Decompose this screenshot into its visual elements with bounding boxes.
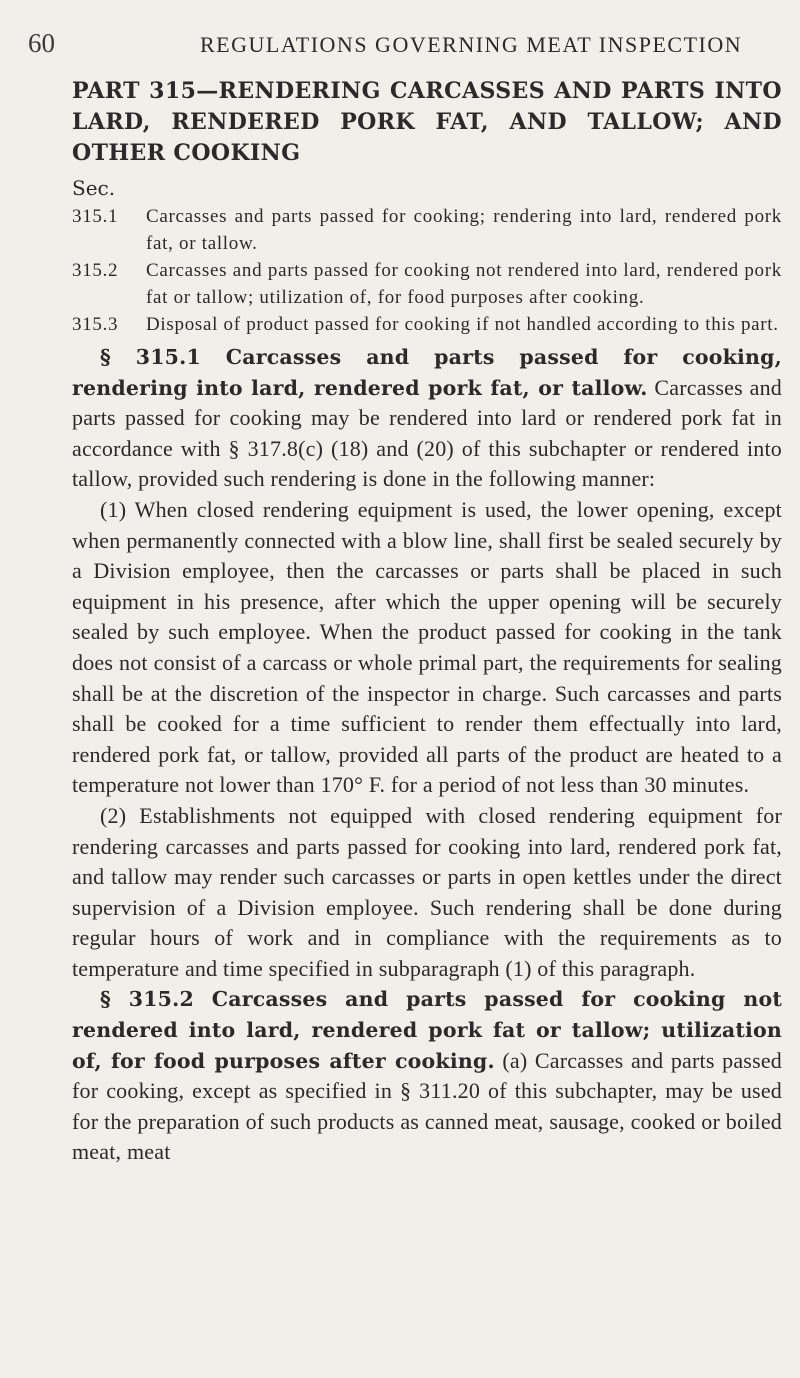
section-number: 315.2 — [72, 260, 119, 281]
section-list-item — [72, 311, 782, 338]
subparagraph-2: (2) Establishments not equipped with closed rendering equipment for rendering carcasses and parts passed for cooking into lard, rendered pork fat, and tallow may render such carcasses or parts in open kettles under the direct supervision of a Division employee. Such rendering shall be done during regular hours of work and in compliance with the requirements as to temperature and time specified in subparagraph (1) of this paragraph. — [72, 802, 782, 981]
section-list-item — [72, 203, 782, 257]
section-315-2-paragraph — [72, 984, 782, 1168]
section-heading: § 315.2 Carcasses and parts passed for cooking not rendered into lard, rendered pork fat or tallow; utilization of, for food purposes after cooking. — [72, 987, 782, 1073]
section-number: 315.1 — [72, 206, 119, 227]
running-head — [28, 24, 772, 58]
section-list-label: Sec. — [72, 176, 116, 200]
section-body-text: Carcasses and parts passed for cooking may be rendered into lard or rendered pork fat in accordance with § 317.8(c) (18) and (20) of this subchapter or rendered into tallow, provided such rendering is done in the following manner: — [72, 374, 783, 492]
section-number: 315.3 — [72, 314, 119, 335]
part-heading: PART 315—RENDERING CARCASSES AND PARTS INTO LARD, RENDERED PORK FAT, AND TALLOW; AND OTHER COOKING — [72, 78, 782, 166]
section-list — [72, 203, 782, 338]
running-head-title: REGULATIONS GOVERNING MEAT INSPECTION — [200, 32, 743, 57]
section-title: Carcasses and parts passed for cooking not rendered into lard, rendered pork fat or tallow; utilization of, for food purposes after cooking. — [146, 260, 782, 308]
page-number: 60 — [28, 28, 55, 58]
section-title: Carcasses and parts passed for cooking; rendering into lard, rendered pork fat, or tallow. — [146, 206, 782, 254]
section-title: Disposal of product passed for cooking if not handled according to this part. — [146, 314, 779, 335]
section-body-text: (a) Carcasses and parts passed for cooking, except as specified in § 311.20 of this subchapter, may be used for the preparation of such products as canned meat, sausage, cooked or boiled meat, meat — [72, 1047, 782, 1165]
subparagraph-1: (1) When closed rendering equipment is used, the lower opening, except when permanently connected with a blow line, shall first be sealed securely by a Division employee, then the carcasses or parts shall be placed in such equipment in his presence, after which the upper opening will be securely sealed by such employee. When the product passed for cooking in the tank does not consist of a carcass or whole primal part, the requirements for sealing shall be at the discretion of the inspector in charge. Such carcasses and parts shall be cooked for a time sufficient to render them effectually into lard, rendered pork fat, or tallow, provided all parts of the product are heated to a temperature not lower than 170° F. for a period of not less than 30 minutes. — [72, 496, 782, 798]
section-315-1-paragraph — [72, 342, 782, 495]
page-content — [72, 76, 782, 1168]
section-list-item — [72, 257, 782, 311]
section-heading: § 315.1 Carcasses and parts passed for cooking, rendering into lard, rendered pork fat, or tallow. — [72, 345, 782, 400]
